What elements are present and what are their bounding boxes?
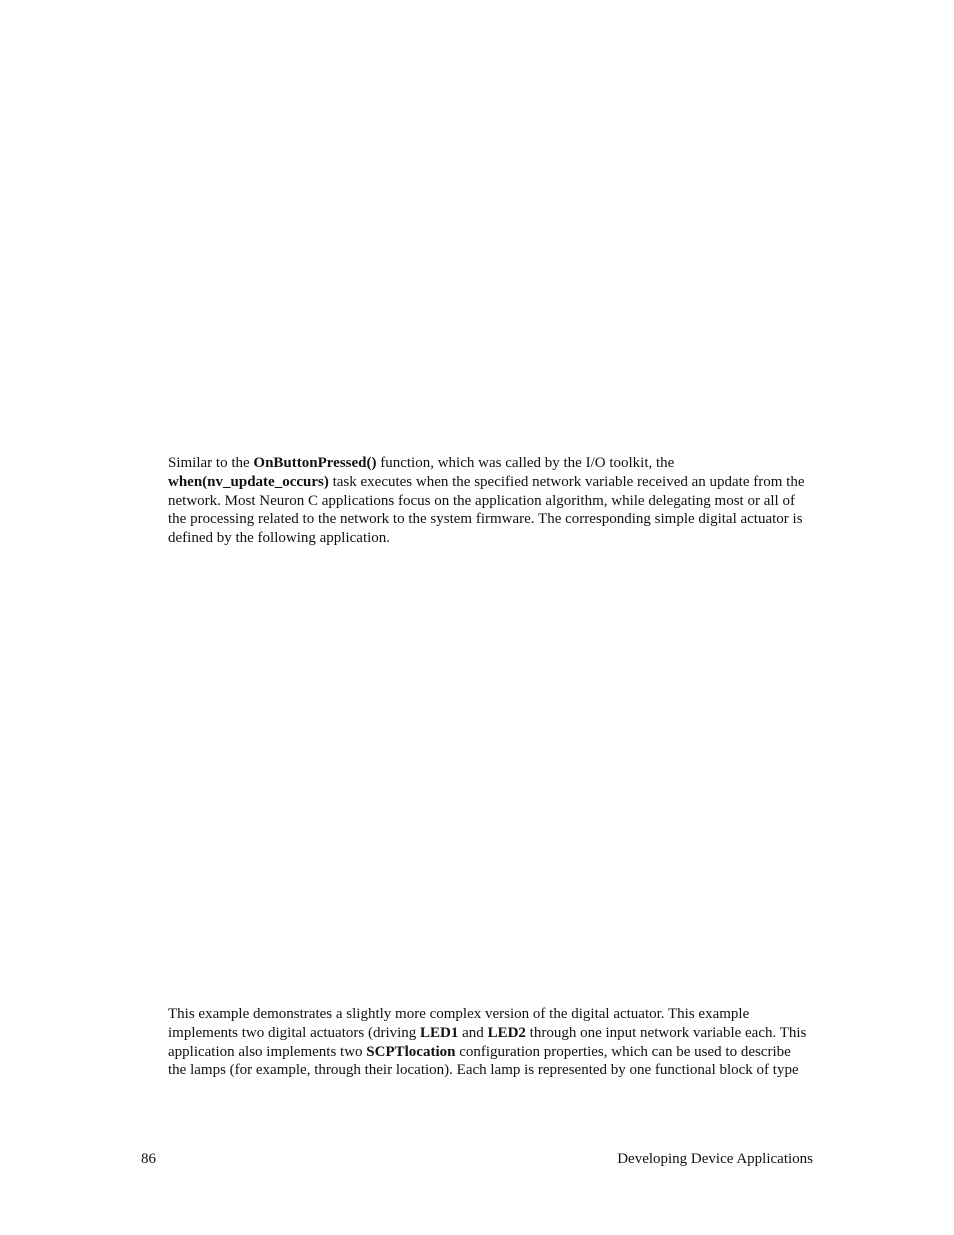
text-run: function, which was called by the I/O toolkit, the (376, 455, 675, 471)
code-term-when-nv-update: when(nv_update_occurs) (168, 473, 329, 490)
paragraph-nv-update (168, 454, 808, 548)
code-term-led2: LED2 (487, 1024, 526, 1041)
paragraph-complex-actuator (168, 1005, 808, 1080)
text-run: task executes when the specified network variable received an update from the network. Most Neuron C applications focus on the application algorithm, while delegating most or all of the processing related to the network to the system firmware. The corresponding simple digital actuator is defined by the following application. (168, 473, 805, 547)
code-term-onbuttonpressed: OnButtonPressed() (253, 455, 377, 471)
code-term-led1: LED1 (420, 1024, 459, 1041)
running-footer-title: Developing Device Applications (617, 1151, 813, 1167)
text-run: and (458, 1024, 488, 1041)
code-term-scptlocation: SCPTlocation (366, 1043, 456, 1060)
text-run: This example demonstrates a slightly more complex version of the digital actuator. This example implements two digital actuators (driving (168, 1006, 750, 1041)
text-run: Similar to the (168, 455, 254, 471)
text-run: through one input network variable each. This application also implements two (168, 1024, 807, 1060)
page-number: 86 (141, 1151, 156, 1167)
text-run: configuration properties, which can be used to describe the lamps (for example, through their location). Each lamp is represented by one functional block of type (168, 1043, 799, 1079)
